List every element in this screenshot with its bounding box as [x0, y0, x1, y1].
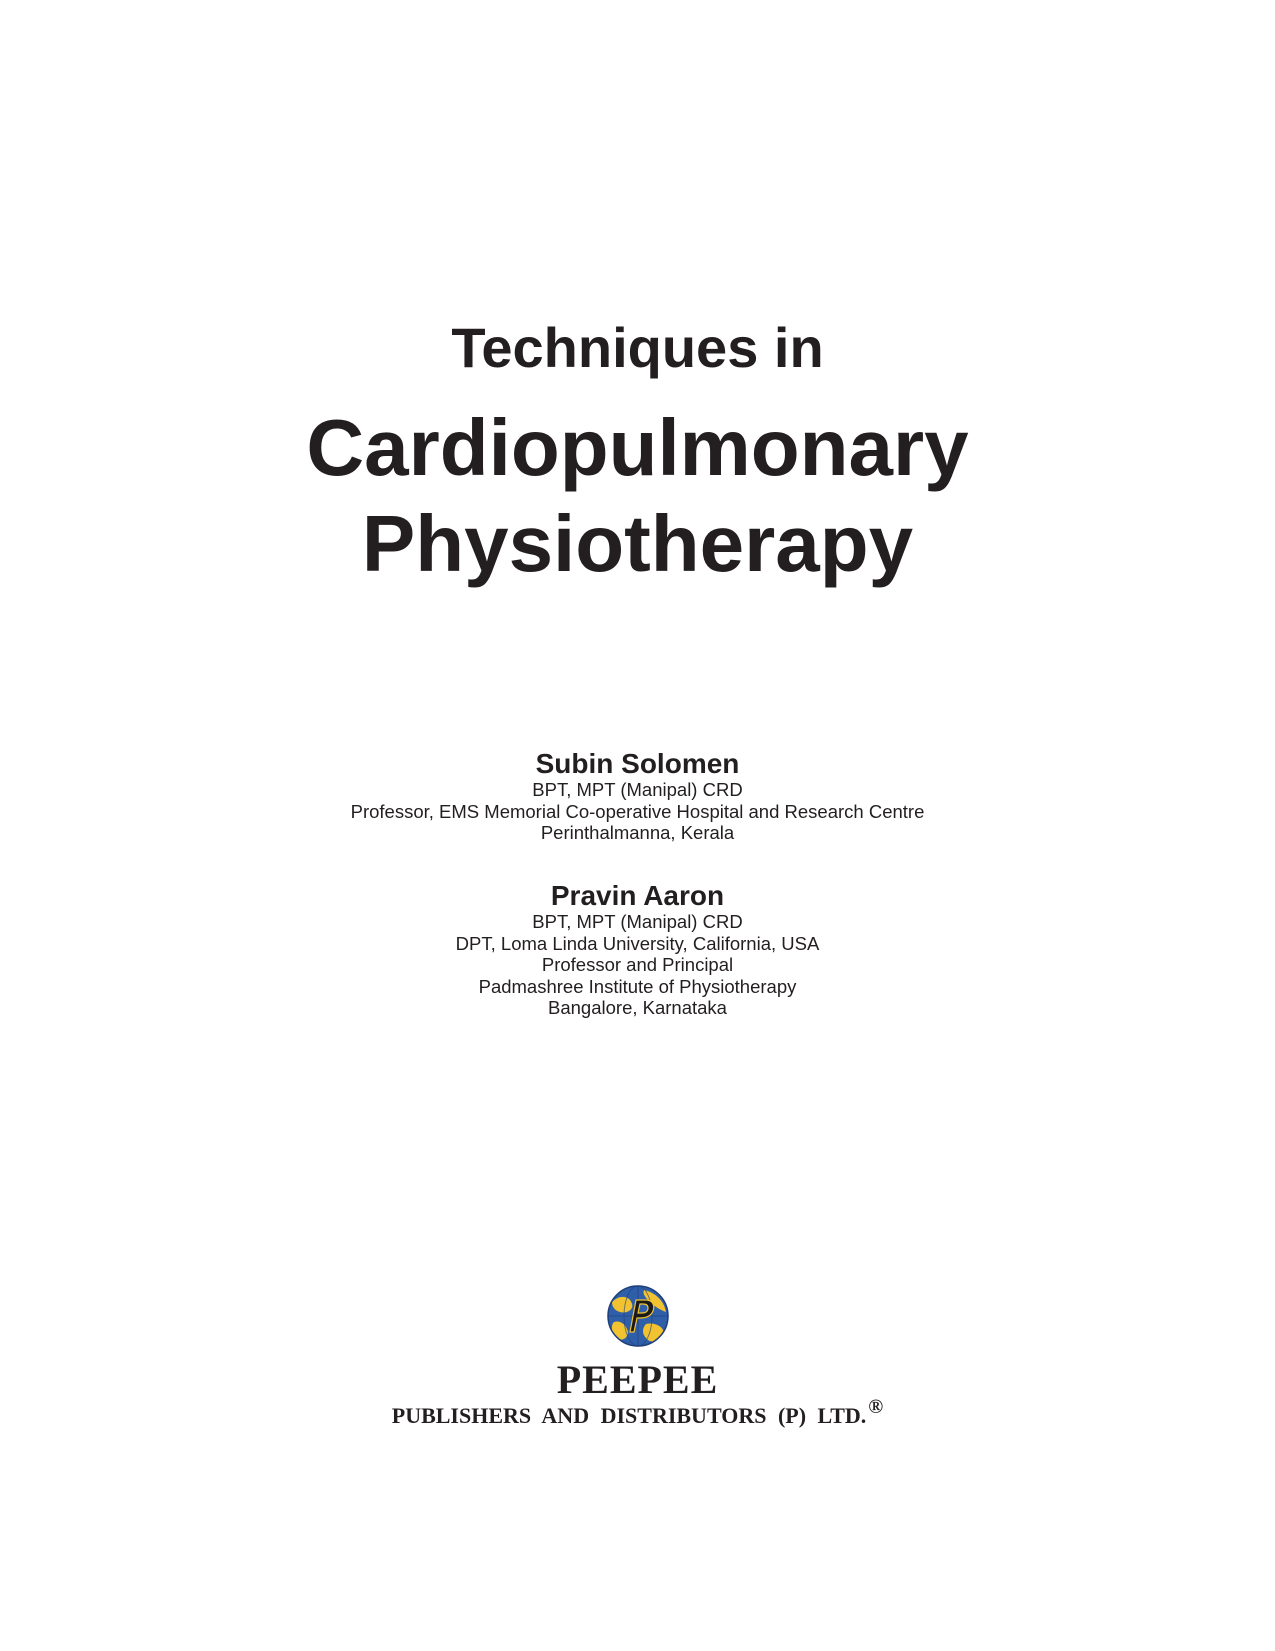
author-location: Perinthalmanna, Kerala — [540, 822, 735, 843]
author-position: Professor and Principal — [541, 954, 734, 975]
author-location: Bangalore, Karnataka — [548, 997, 727, 1018]
author-block-2 — [0, 881, 1275, 1019]
publisher-subtitle — [0, 1396, 1275, 1431]
book-title-line-2: Physiotherapy — [361, 499, 914, 588]
author-credential: DPT, Loma Linda University, California, USA — [455, 932, 820, 954]
author-affiliation: Padmashree Institute of Physiotherapy — [478, 975, 797, 997]
author-name: Pravin Aaron — [550, 880, 725, 911]
book-title-line-1: Cardiopulmonary — [306, 403, 969, 492]
book-title — [0, 400, 1275, 592]
peepee-globe-logo-icon — [606, 1284, 670, 1348]
author-block-1 — [0, 749, 1275, 844]
publisher-name: PEEPEE — [556, 1357, 719, 1402]
title-prefix: Techniques in — [451, 316, 824, 379]
publisher-subtitle-text: PUBLISHERS AND DISTRIBUTORS (P) LTD. — [391, 1403, 867, 1428]
author-credential: BPT, MPT (Manipal) CRD — [532, 779, 743, 800]
registered-mark: ® — [868, 1396, 884, 1418]
author-name: Subin Solomen — [535, 748, 740, 779]
author-credential: BPT, MPT (Manipal) CRD — [532, 911, 743, 932]
author-affiliation: Professor, EMS Memorial Co-operative Hospital and Research Centre — [350, 800, 925, 822]
publisher-logo — [0, 1284, 1275, 1348]
